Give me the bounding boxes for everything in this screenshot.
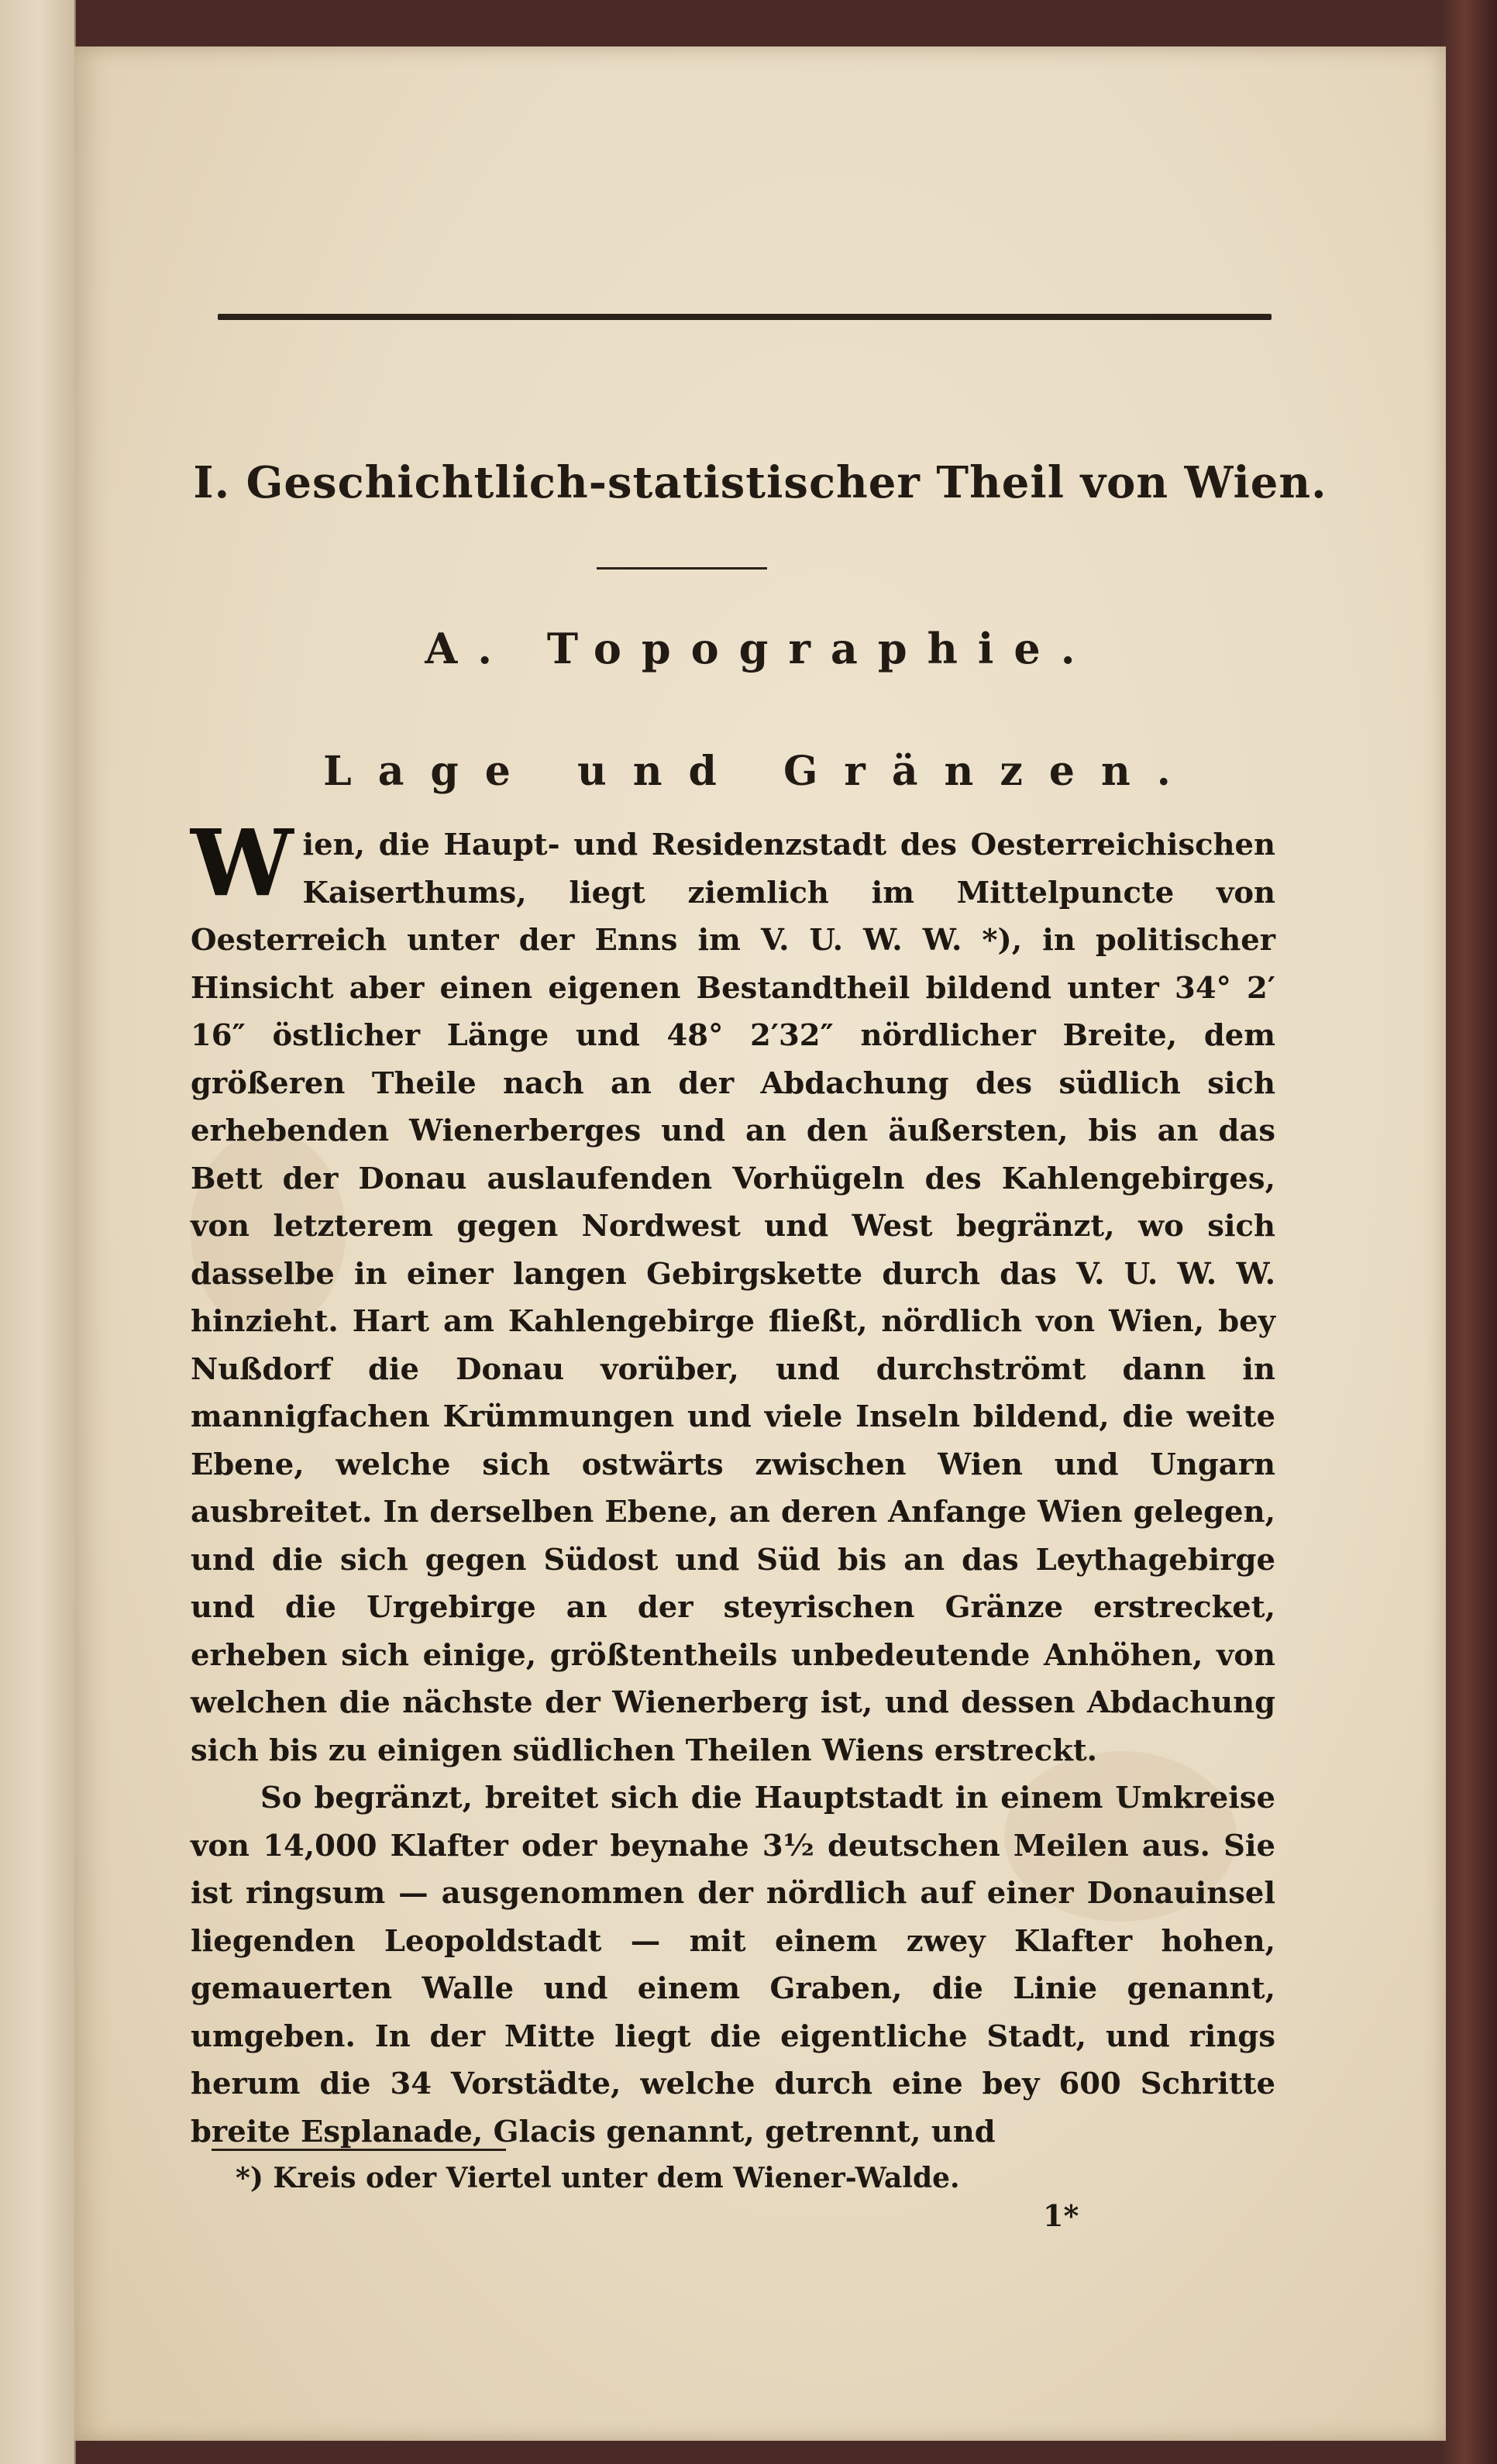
book-page [74,46,1446,2441]
facing-page-edge [0,0,76,2464]
paragraph-1-text: ien, die Haupt- und Residenzstadt des Oesterreichischen Kaiserthums, liegt ziemlich im Mittelpuncte von Oesterreich unter der Enns im V. U. W. W. *), in politischer Hinsicht aber einen eigenen Bestandtheil bildend unter 34° 2′ 16″ östlicher Länge und 48° 2′32″ nördlicher Breite, dem größeren Theile nach an der Abdachung des südlich sich erhebenden Wienerberges und an den äußersten, bis an das Bett der Donau auslaufenden Vorhügeln des Kahlengebirges, von letzterem gegen Nordwest und West begränzt, wo sich dasselbe in einer langen Gebirgskette durch das V. U. W. W. hinzieht. Hart am Kahlengebirge fließt, nördlich von Wien, bey Nußdorf die Donau vorüber, und durchströmt dann in mannigfachen Krümmungen und viele Inseln bildend, die weite Ebene, welche sich ostwärts zwischen Wien und Ungarn ausbreitet. In derselben Ebene, an deren Anfange Wien gelegen, und die sich gegen Südost und Süd bis an das Leythagebirge und die Urgebirge an der steyrischen Gränze erstrecket, erheben sich einige, größtentheils unbedeutende Anhöhen, von welchen die nächste der Wienerberg ist, und dessen Abdachung sich bis zu einigen südlichen Theilen Wiens erstreckt. [191,828,1275,1768]
header-rule [218,314,1272,320]
paragraph-2-text: So begränzt, breitet sich die Hauptstadt in einem Umkreise von 14,000 Klafter oder beynahe 3½ deutschen Meilen aus. Sie ist ringsum — ausgenommen der nördlich auf einer Donauinsel liegenden Leopoldstadt — mit einem zwey Klafter hohen, gemauerten Walle und einem Graben, die Linie genannt, umgeben. In der Mitte liegt die eigentliche Stadt, und rings herum die 34 Vorstädte, welche durch eine bey 600 Schritte breite Esplanade, Glacis genannt, getrennt, und [191,1781,1275,2149]
body-text [191,809,1275,2156]
footnote: *) Kreis oder Viertel unter dem Wiener-Walde. [236,2162,960,2194]
signature-mark: 1* [1043,2198,1079,2233]
section-title: A. Topographie. [425,624,1096,673]
paragraph [191,809,1275,1774]
part-title: I. Geschichtlich-statistischer Theil von Wien. [193,457,1327,508]
subsection-title: Lage und Gränzen. [323,748,1197,795]
drop-initial: W [191,809,294,917]
title-divider [597,567,767,570]
footnote-rule [212,2149,506,2151]
